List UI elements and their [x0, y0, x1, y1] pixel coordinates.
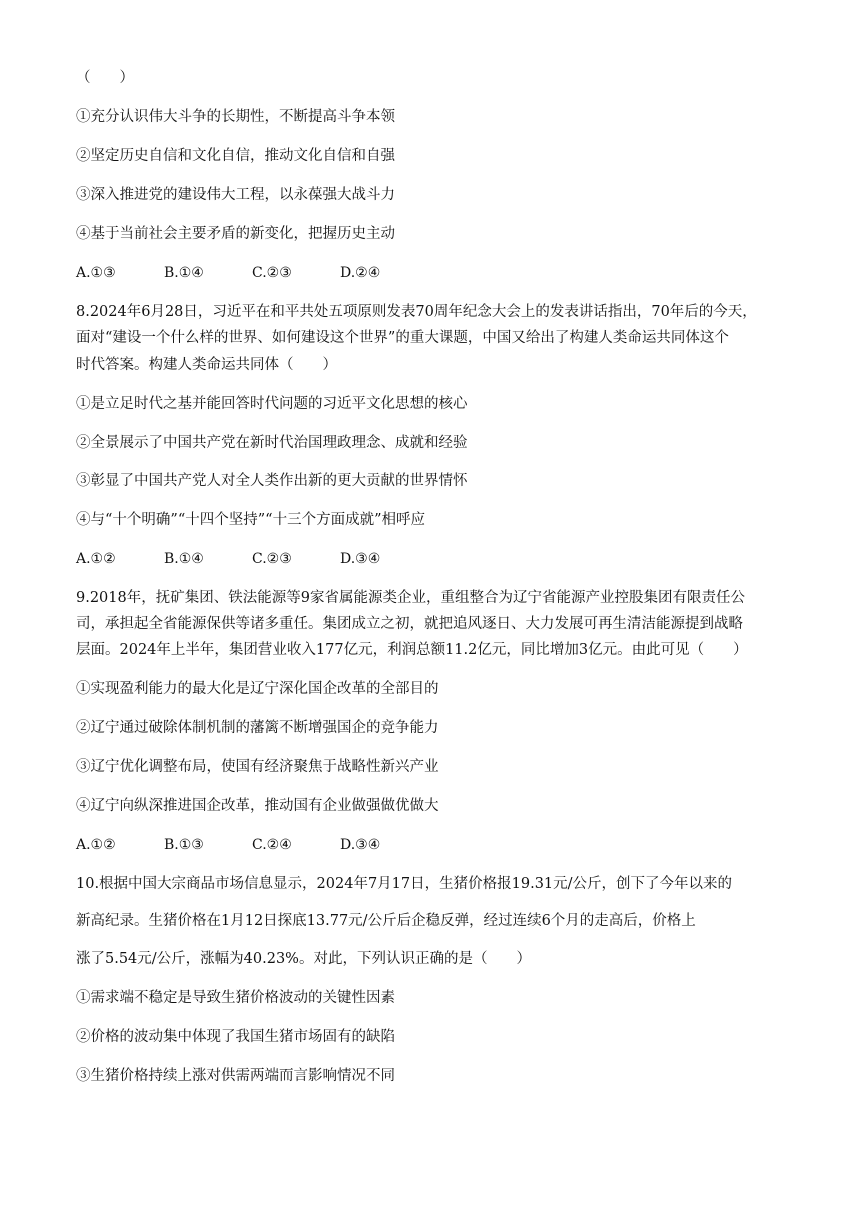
q10-item-2: ②价格的波动集中体现了我国生猪市场固有的缺陷 — [76, 1029, 395, 1045]
q10-stem-line-2: 新高纪录。生猪价格在1月12日探底13.77元/公斤后企稳反弹，经过连续6个月的走高后，价格上 — [76, 913, 696, 929]
q7-option-d: D.②④ — [340, 265, 381, 281]
q8-options — [76, 549, 428, 569]
q8-option-d: D.③④ — [340, 551, 381, 567]
q8-option-b: B.①④ — [164, 551, 204, 567]
q9-stem-line-1: 9.2018年，抚矿集团、铁法能源等9家省属能源类企业，重组整合为辽宁省能源产业控股集团有限责任公 — [76, 590, 745, 606]
q8-stem-line-3: 时代答案。构建人类命运共同体（ ） — [76, 357, 337, 373]
q7-item-1: ①充分认识伟大斗争的长期性，不断提高斗争本领 — [76, 109, 395, 125]
q10-stem-line-1: 10.根据中国大宗商品市场信息显示，2024年7月17日，生猪价格报19.31元/公斤，创下了今年以来的 — [76, 876, 733, 892]
q8-stem-line-2: 面对“建设一个什么样的世界、如何建设这个世界”的重大课题，中国又给出了构建人类命运共同体这个 — [76, 330, 729, 346]
q7-item-2: ②坚定历史自信和文化自信，推动文化自信和自强 — [76, 148, 395, 164]
q7-option-b: B.①④ — [164, 265, 204, 281]
q9-option-b: B.①③ — [164, 837, 204, 853]
q7-option-a: A.①③ — [76, 265, 116, 281]
q9-item-3: ③辽宁优化调整布局，使国有经济聚焦于战略性新兴产业 — [76, 759, 439, 775]
q9-item-2: ②辽宁通过破除体制机制的藩篱不断增强国企的竞争能力 — [76, 720, 439, 736]
q7-item-4: ④基于当前社会主要矛盾的新变化，把握历史主动 — [76, 226, 395, 242]
q10-item-3: ③生猪价格持续上涨对供需两端而言影响情况不同 — [76, 1068, 395, 1084]
q9-option-c: C.②④ — [252, 837, 292, 853]
q9-item-1: ①实现盈利能力的最大化是辽宁深化国企改革的全部目的 — [76, 681, 439, 697]
q8-stem-line-1: 8.2024年6月28日，习近平在和平共处五项原则发表70周年纪念大会上的发表讲话指出，70年后的今天， — [76, 304, 757, 320]
q8-option-a: A.①② — [76, 551, 116, 567]
q10-stem-line-3: 涨了5.54元/公斤，涨幅为40.23%。对此，下列认识正确的是（ ） — [76, 951, 531, 967]
q9-stem-line-2: 司，承担起全省能源保供等诸多重任。集团成立之初，就把追风逐日、大力发展可再生清洁能源提到战略 — [76, 616, 743, 632]
q9-option-d: D.③④ — [340, 837, 381, 853]
q9-option-a: A.①② — [76, 837, 116, 853]
q8-item-4: ④与“十个明确”“十四个坚持”“十三个方面成就”相呼应 — [76, 512, 425, 528]
q7-item-3: ③深入推进党的建设伟大工程，以永葆强大战斗力 — [76, 187, 395, 203]
q7-stem-tail: （ ） — [76, 70, 134, 86]
q9-item-4: ④辽宁向纵深推进国企改革，推动国有企业做强做优做大 — [76, 798, 439, 814]
q9-options — [76, 835, 428, 855]
q10-item-1: ①需求端不稳定是导致生猪价格波动的关键性因素 — [76, 990, 395, 1006]
q8-item-2: ②全景展示了中国共产党在新时代治国理政理念、成就和经验 — [76, 435, 468, 451]
q7-options — [76, 263, 428, 283]
q8-item-3: ③彰显了中国共产党人对全人类作出新的更大贡献的世界情怀 — [76, 473, 468, 489]
q8-option-c: C.②③ — [252, 551, 292, 567]
q9-stem-line-3: 层面。2024年上半年，集团营业收入177亿元，利润总额11.2亿元，同比增加3亿元。由此可见（ ） — [76, 642, 748, 658]
q8-item-1: ①是立足时代之基并能回答时代问题的习近平文化思想的核心 — [76, 396, 468, 412]
q7-option-c: C.②③ — [252, 265, 292, 281]
